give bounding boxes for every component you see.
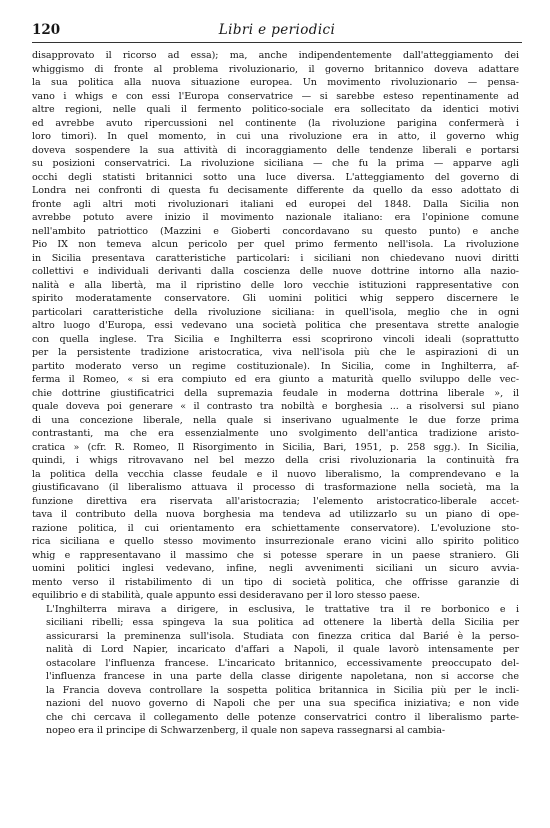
page-number: 120 — [32, 22, 61, 38]
text-line: whig e rappresentavano il massimo che si potesse sperare in un paese straniero. Gli — [32, 549, 519, 561]
text-line: ostacolare l'influenza francese. L'incaricato britannico, eccessivamente preoccupato del- — [46, 657, 519, 669]
text-line: loro timori). In quel momento, in cui una rivoluzione era in atto, il governo whig — [32, 131, 519, 142]
text-line: fronte agli altri moti rivoluzionari italiani ed europei del 1848. Dalla Sicilia non — [32, 198, 519, 210]
text-line: per la persistente tradizione aristocratica, viva nell'isola più che le aspirazioni di un — [32, 347, 519, 358]
text-line: collettivi e individuali derivanti dalla coscienza delle nuove dottrine intorno alla nazio- — [32, 266, 519, 277]
text-line: di una concezione liberale, nella quale si inserivano ugualmente le due forze prima — [32, 414, 519, 426]
text-line: funzione direttiva era riservata all'aristocrazia; l'elemento aristocratico-liberale accet- — [32, 495, 519, 507]
running-head — [32, 22, 522, 42]
text-line: occhi degli statisti britannici sotto una luce diversa. L'atteggiamento del governo di — [32, 171, 519, 183]
text-line: Pio IX non temeva alcun pericolo per quel primo fermento nell'isola. La rivoluzione — [32, 239, 519, 250]
text-line: uomini politici inglesi vedevano, infine, negli avvenimenti siciliani un sicuro avvia- — [32, 563, 519, 574]
text-line: nell'ambito patriottico (Mazzini e Gioberti concordavano su questo punto) e anche — [32, 225, 519, 237]
text-line: tava il contributo della nuova borghesia ma tendeva ad utilizzarlo su un piano di ope- — [32, 509, 519, 520]
text-line: cratica » (cfr. R. Romeo, Il Risorgimento in Sicilia, Bari, 1951, p. 258 sgg.). In Sicilia, — [32, 441, 519, 453]
text-line: la politica della vecchia classe feudale e il nuovo liberalismo, la comprendevano e la — [32, 468, 519, 480]
text-line: particolari caratteristiche della rivoluzione siciliana: in quell'isola, meglio che in ogni — [32, 306, 519, 318]
text-line: giustificavano (il liberalismo attuava il processo di trasformazione nella società, ma la — [32, 482, 519, 493]
text-line: whiggismo di fronte al problema rivoluzionario, il governo britannico doveva adattare — [32, 63, 519, 75]
body-text — [32, 49, 519, 738]
text-line: doveva sospendere la sua attività di incoraggiamento delle tendenze liberali e portarsi — [32, 144, 519, 156]
text-line: ferma il Romeo, « si era compiuto ed era giunto a maturità quello sviluppo delle vec- — [32, 374, 519, 385]
text-line: in Sicilia presentava caratteristiche particolari: i siciliani non chiedevano nuovi diritti — [32, 252, 519, 264]
text-line: disapprovato il ricorso ad essa); ma, anche indipendentemente dall'atteggiamento dei — [32, 50, 519, 61]
paragraph — [32, 603, 519, 738]
text-line: nopeo era il principe di Schwarzenberg, il quale non sapeva rassegnarsi al cambia- — [46, 725, 446, 736]
text-line: con quella inglese. Tra Sicilia e Inghilterra essi scoprirono vincoli ideali (soprattutto — [32, 333, 519, 345]
text-line: nalità e alla libertà, ma il ripristino delle loro vecchie istituzioni rappresentative con — [32, 279, 519, 291]
text-line: partito moderato verso un regime costituzionale). In Sicilia, come in Inghilterra, af- — [32, 360, 519, 372]
text-line: nalità di Lord Napier, incaricato d'affari a Napoli, il quale lavorò intensamente per — [46, 644, 519, 655]
text-line: equilibrio e di stabilità, quale appunto essi desideravano per il loro stesso paese. — [32, 590, 421, 601]
text-line: L'Inghilterra mirava a dirigere, in esclusiva, le trattative tra il re borbonico e i — [46, 603, 519, 615]
text-line: spirito moderatamente conservatore. Gli uomini politici whig seppero discernere le — [32, 293, 519, 304]
text-line: siciliani ribelli; essa spingeva la sua politica ad ottenere la libertà della Sicilia per — [46, 617, 519, 628]
text-line: altro luogo d'Europa, essi vedevano una società politica che presentava strette analogie — [32, 320, 519, 331]
text-line: quindi, i whigs ritrovavano nel bel mezzo della crisi rivoluzionaria la continuità fra — [32, 455, 519, 466]
text-line: la Francia doveva controllare la sospetta politica britannica in Sicilia più per le incli- — [46, 684, 519, 696]
text-line: contrastanti, ma che era essenzialmente uno svolgimento dell'antica tradizione aristo- — [32, 428, 519, 439]
running-title: Libri e periodici — [218, 22, 336, 38]
text-line: assicurarsi la preminenza sull'isola. Studiata con finezza critica dal Barié è la perso- — [46, 630, 519, 642]
header-rule — [32, 42, 522, 43]
text-line: la sua politica alla nuova situazione europea. Un movimento rivoluzionario — pensa- — [32, 77, 519, 88]
text-line: su posizioni conservatrici. La rivoluzione siciliana — che fu la prima — apparve agli — [32, 158, 519, 169]
text-line: chie dottrine giustificatrici della supremazia feudale in moderna dottrina liberale », il — [32, 387, 519, 399]
text-line: rica siciliana e quello stesso movimento insurrezionale erano vicini allo spirito politico — [32, 536, 519, 547]
text-line: mento verso il ristabilimento di un tipo di società politica, che offrisse garanzie di — [32, 576, 519, 588]
text-line: nazioni del nuovo governo di Napoli che per una sua specifica iniziativa; e non vide — [46, 698, 519, 709]
text-line: vano i whigs e con essi l'Europa conservatrice — si sarebbe esteso repentinamente ad — [32, 90, 519, 102]
text-line: avrebbe potuto avere inizio il movimento nazionale italiano: era l'opinione comune — [32, 212, 519, 223]
text-line: Londra nei confronti di questa fu decisamente differente da quello da esso adottato di — [32, 185, 519, 196]
text-line: altre regioni, nelle quali il fermento politico-sociale era sollecitato da identici motivi — [32, 104, 519, 115]
text-line: che chi cercava il collegamento delle potenze conservatrici contro il liberalismo parte- — [46, 711, 519, 723]
text-line: l'influenza francese in una parte della classe dirigente napoletana, non si accorse che — [46, 671, 519, 682]
text-line: quale doveva poi generare « il contrasto tra nobiltà e borghesia ... a risolversi sul piano — [32, 401, 519, 412]
text-line: ed avrebbe avuto ripercussioni nel continente (la rivoluzione parigina confermerà i — [32, 117, 519, 129]
paragraph — [32, 49, 519, 603]
text-line: razione politica, il cui orientamento era schiettamente conservatore). L'evoluzione sto- — [32, 522, 519, 534]
